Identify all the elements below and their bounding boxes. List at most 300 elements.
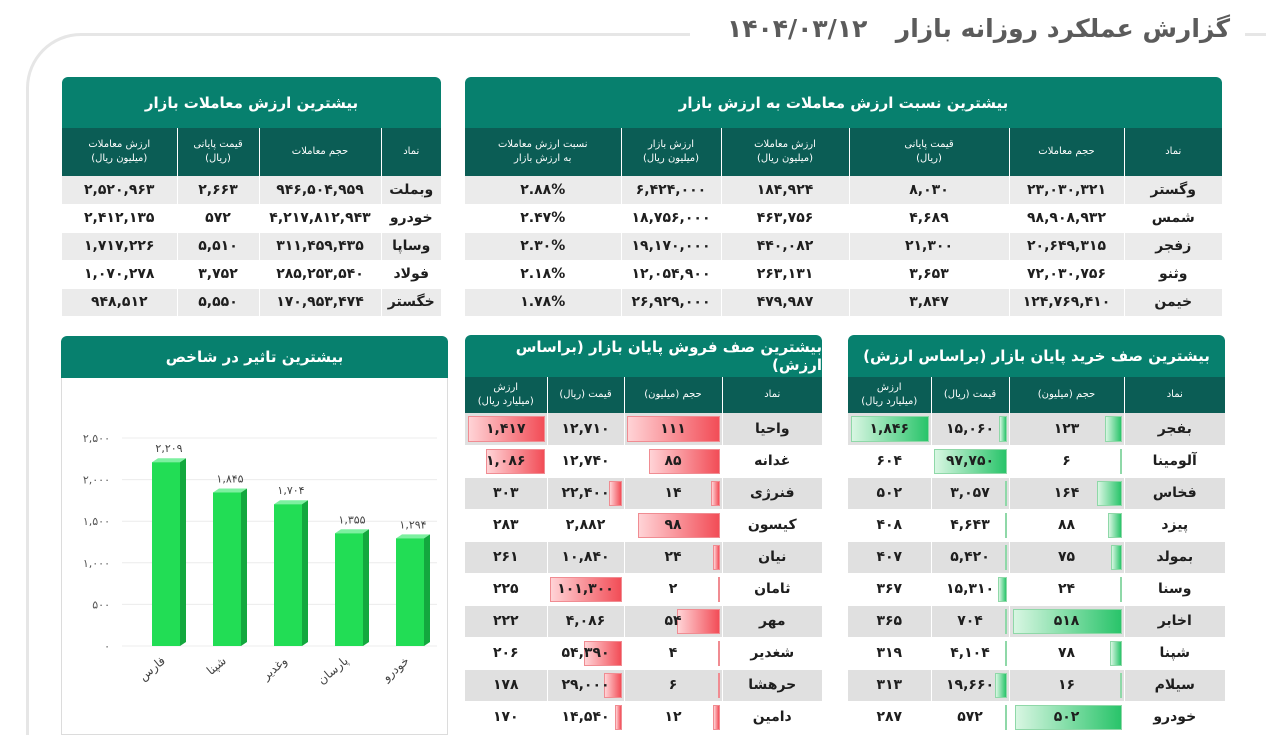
value-cell: ۲۸۵,۲۵۳,۵۴۰ [259,260,381,288]
symbol-cell [1124,669,1225,701]
cell-content [465,702,547,733]
val-cell [465,573,547,605]
cell-text: دامین [752,709,792,725]
vol-cell [624,701,722,733]
bar-top [213,488,247,492]
val-cell [848,445,931,477]
value-cell: ۴۶۳,۷۵۶ [721,204,849,232]
column-header: ارزش بازار (میلیون ریال) [621,128,721,176]
cell-text: ۷۵ [1057,549,1076,565]
column-header: حجم معاملات [259,128,381,176]
table-header-row [465,377,822,413]
column-header: قیمت (ریال) [931,377,1009,413]
cell-content [1010,478,1124,509]
val-cell [465,605,547,637]
val-cell [465,541,547,573]
cell-content [723,702,823,733]
cell-content [723,413,823,445]
symbol-cell: وگستر [1124,176,1222,204]
value-bar [1005,705,1007,730]
symbol-cell: وثنو [1124,260,1222,288]
table-row [465,176,1222,204]
cell-text: کیسون [747,517,797,533]
value-bar [677,609,720,634]
y-tick-label: ۰ [104,640,110,653]
cell-content [548,510,624,541]
cell-content [1010,510,1124,541]
symbol-cell [1124,605,1225,637]
cell-content [548,670,624,701]
symbol-cell [722,445,822,477]
cell-content [548,606,624,637]
price-cell [547,541,624,573]
value-bar [718,673,720,698]
table-row [465,260,1222,288]
table-header-row [465,128,1222,176]
cell-content [548,574,624,605]
cell-text: ۳۰۳ [492,485,519,501]
symbol-cell [1124,445,1225,477]
x-tick-label: خودرو [379,653,412,684]
cell-text: غدانه [754,453,791,469]
cell-text: وسنا [1158,581,1192,597]
cell-text: ۹۷,۷۵۰ [945,453,995,469]
cell-text: ۵۷۲ [957,709,983,725]
table-row [465,573,822,605]
val-cell [465,445,547,477]
price-cell [547,605,624,637]
vol-cell [624,477,722,509]
cell-text: ۱۲,۷۴۰ [561,453,610,469]
panel-title: بیشترین نسبت ارزش معاملات به ارزش بازار [465,77,1222,128]
table-row [465,509,822,541]
vol-cell [624,573,722,605]
x-tick-label: فارس [136,653,168,684]
table-row [848,445,1225,477]
price-cell [547,413,624,445]
value-cell: ۲.۳۰% [465,232,621,260]
val-cell [465,701,547,733]
cell-text: ۱,۸۴۶ [869,420,909,437]
value-cell: ۹۸,۹۰۸,۹۳۲ [1009,204,1124,232]
value-bar [1097,481,1122,506]
vol-cell [1009,701,1124,733]
vol-cell [1009,477,1124,509]
cell-content [848,702,931,733]
cell-content [848,446,931,477]
value-cell: ۱,۰۷۰,۲۷۸ [62,260,177,288]
cell-content [465,638,547,669]
cell-text: فخاس [1152,485,1197,501]
bar-top [152,458,186,462]
bar [335,533,363,646]
sell-queue-table [465,377,822,734]
column-header: نماد [1124,377,1225,413]
report-title: گزارش عملکرد روزانه بازار [895,14,1230,43]
cell-text: ثامان [754,581,791,597]
x-tick-label: شپنا [203,653,229,678]
value-cell: ۳,۸۴۷ [849,288,1009,316]
sell-queue-panel [465,335,822,734]
value-cell: ۲,۵۲۰,۹۶۳ [62,176,177,204]
symbol-cell [722,605,822,637]
cell-content [625,510,722,541]
cell-content [465,542,547,573]
cell-text: ۶ [1062,453,1071,469]
cell-content [548,446,624,477]
cell-content [625,638,722,669]
symbol-cell [1124,477,1225,509]
column-header: حجم (میلیون) [1009,377,1124,413]
data-label: ۲,۲۰۹ [155,442,183,456]
val-cell [465,477,547,509]
price-cell [931,541,1009,573]
vol-cell [624,541,722,573]
cell-content [1010,413,1124,445]
symbol-cell: خگستر [381,288,441,316]
cell-content [932,542,1009,573]
top-ratio-panel [465,77,1222,317]
val-cell [848,413,931,445]
table-row [62,288,441,316]
value-bar [615,705,622,730]
bar [396,538,424,646]
table-header-row [62,128,441,176]
cell-content [548,542,624,573]
value-cell: ۲۶,۹۲۹,۰۰۰ [621,288,721,316]
cell-content [625,413,722,445]
table-row [62,260,441,288]
val-cell [848,509,931,541]
value-cell: ۵۷۲ [177,204,259,232]
cell-text: شپنا [1159,645,1190,661]
cell-text: ۳۶۷ [876,581,903,597]
vol-cell [1009,445,1124,477]
cell-text: ۵۱۸ [1053,613,1080,629]
cell-content [465,478,547,509]
symbol-cell [722,477,822,509]
val-cell [848,573,931,605]
price-cell [547,637,624,669]
value-bar [1111,545,1122,570]
value-cell: ۲,۶۶۳ [177,176,259,204]
cell-text: بفجر [1157,420,1192,437]
cell-content [932,606,1009,637]
data-label: ۱,۳۵۵ [338,513,366,527]
cell-content [723,670,823,701]
cell-text: سیلام [1154,677,1195,693]
panel-title: بیشترین ارزش معاملات بازار [62,77,441,128]
value-bar [718,641,720,666]
cell-content [848,606,931,637]
cell-text: ۱۶۴ [1053,485,1080,501]
cell-text: فنرژی [750,485,795,501]
cell-content [1125,446,1226,477]
table-row [465,232,1222,260]
cell-content [548,478,624,509]
buy-queue-panel [848,335,1225,734]
cell-content [1010,606,1124,637]
symbol-cell: شمس [1124,204,1222,232]
val-cell [465,637,547,669]
cell-content [1010,638,1124,669]
price-cell [931,669,1009,701]
vol-cell [624,509,722,541]
value-cell: ۱,۷۱۷,۲۲۶ [62,232,177,260]
cell-content [848,413,931,445]
cell-content [1010,670,1124,701]
symbol-cell [1124,573,1225,605]
cell-content [723,606,823,637]
cell-text: ۲۲۲ [492,613,519,629]
cell-content [932,702,1009,733]
cell-content [625,478,722,509]
symbol-cell: خیمن [1124,288,1222,316]
cell-content [548,638,624,669]
value-cell: ۱۲۴,۷۶۹,۴۱۰ [1009,288,1124,316]
cell-text: ۵۰۲ [876,485,903,501]
bar-side [180,458,186,646]
val-cell [848,637,931,669]
cell-content [465,446,547,477]
value-cell: ۴,۶۸۹ [849,204,1009,232]
cell-content [1125,413,1226,445]
vol-cell [624,413,722,445]
value-bar [1005,609,1007,634]
value-cell: ۱۷۰,۹۵۳,۴۷۴ [259,288,381,316]
cell-text: شغدیر [750,645,795,661]
symbol-cell: فولاد [381,260,441,288]
vol-cell [1009,541,1124,573]
cell-content [548,702,624,733]
cell-text: اخابر [1157,613,1192,629]
cell-content [1125,574,1226,605]
value-bar [649,449,720,474]
cell-text: ۱۵,۰۶۰ [945,420,995,437]
column-header: نماد [381,128,441,176]
vol-cell [1009,605,1124,637]
price-cell [547,509,624,541]
cell-text: ۱۰,۸۴۰ [561,549,610,565]
cell-text: ۷۰۴ [957,613,983,629]
symbol-cell [722,701,822,733]
y-tick-label: ۲,۵۰۰ [82,432,110,445]
y-tick-label: ۵۰۰ [92,598,110,612]
data-label: ۱,۲۹۴ [399,518,427,532]
value-cell: ۲۳,۰۳۰,۳۲۱ [1009,176,1124,204]
column-header: حجم (میلیون) [624,377,722,413]
cell-content [1010,446,1124,477]
bar [213,492,241,646]
cell-text: ۱۱۱ [660,420,686,437]
symbol-cell: زفجر [1124,232,1222,260]
buy-queue-table [848,377,1225,734]
table-row [465,701,822,733]
table-row [848,637,1225,669]
value-cell: ۲۰,۶۴۹,۳۱۵ [1009,232,1124,260]
bar-side [241,488,247,646]
cell-text: ۱۵,۳۱۰ [945,581,995,597]
column-header: نسبت ارزش معاملات به ارزش بازار [465,128,621,176]
bar [274,504,302,646]
price-cell [931,477,1009,509]
cell-content [932,638,1009,669]
y-tick-label: ۱,۵۰۰ [82,515,110,529]
cell-content [465,606,547,637]
val-cell [465,669,547,701]
cell-text: ۴۰۸ [876,517,903,533]
cell-text: حرهشا [748,677,797,693]
value-cell: ۱۲,۰۵۴,۹۰۰ [621,260,721,288]
cell-text: ۵۰۲ [1053,709,1080,725]
cell-content [723,638,823,669]
impact-chart-box [61,378,448,735]
cell-text: آلومینا [1152,453,1197,469]
y-tick-label: ۲,۰۰۰ [82,473,110,487]
cell-text: ۹۸ [664,517,682,533]
cell-content [1010,574,1124,605]
price-cell [547,477,624,509]
y-tick-label: ۱,۰۰۰ [82,556,110,570]
cell-text: ۳۱۳ [876,677,903,693]
cell-text: ۵,۴۲۰ [950,549,990,565]
cell-text: ۱۲۳ [1053,420,1080,437]
panel-title: بیشترین تاثیر در شاخص [61,336,448,378]
cell-text: ۸۸ [1057,517,1076,533]
cell-text: ۲ [668,581,678,597]
bar-side [363,529,369,646]
price-cell [547,701,624,733]
cell-content [932,574,1009,605]
value-cell: ۲.۴۷% [465,204,621,232]
table-row [848,413,1225,445]
table-row [62,176,441,204]
cell-content [848,510,931,541]
cell-content [465,574,547,605]
column-header: ارزش معاملات (میلیون ریال) [62,128,177,176]
cell-content [723,478,823,509]
cell-text: ۴۰۷ [876,549,903,565]
value-cell: ۷۲,۰۳۰,۷۵۶ [1009,260,1124,288]
cell-content [625,606,722,637]
value-cell: ۴,۲۱۷,۸۱۲,۹۴۳ [259,204,381,232]
bar-side [424,534,430,646]
table-row [848,541,1225,573]
cell-text: ۲۴ [664,549,682,565]
price-cell [931,445,1009,477]
cell-text: ۶۰۴ [876,453,903,469]
cell-text: ۱۲ [664,709,682,725]
value-bar [1110,641,1122,666]
cell-text: ۱۲,۷۱۰ [561,420,610,437]
vol-cell [624,605,722,637]
table-header-row [848,377,1225,413]
value-bar [713,545,720,570]
value-cell: ۳,۶۵۳ [849,260,1009,288]
cell-content [932,510,1009,541]
value-cell: ۸,۰۳۰ [849,176,1009,204]
cell-content [548,413,624,445]
vol-cell [1009,413,1124,445]
value-bar [1120,449,1122,474]
table-row [465,605,822,637]
symbol-cell [722,541,822,573]
symbol-cell [722,573,822,605]
value-table [62,128,441,317]
table-row [465,445,822,477]
impact-panel [61,336,448,378]
value-bar [713,705,720,730]
table-row [465,541,822,573]
symbol-cell [1124,637,1225,669]
column-header: قیمت (ریال) [547,377,624,413]
value-cell: ۲.۱۸% [465,260,621,288]
symbol-cell [722,509,822,541]
price-cell [931,605,1009,637]
column-header: نماد [1124,128,1222,176]
column-header: قیمت پایانی (ریال) [177,128,259,176]
cell-text: ۱۶ [1057,677,1076,693]
value-bar [1105,416,1122,442]
cell-content [932,478,1009,509]
val-cell [848,605,931,637]
panel-title: بیشترین صف فروش پایان بازار (براساس ارزش) [465,335,822,377]
cell-content [625,542,722,573]
symbol-cell [1124,509,1225,541]
cell-text: ۴,۶۴۳ [950,517,990,533]
cell-text: واحیا [754,420,790,437]
price-cell [931,701,1009,733]
val-cell [848,477,931,509]
cell-text: ۱۰۱,۳۰۰ [557,581,614,597]
cell-text: ۸۵ [664,453,682,469]
symbol-cell [1124,413,1225,445]
value-bar [609,481,622,506]
val-cell [848,701,931,733]
price-cell [931,637,1009,669]
value-bar [1005,513,1007,538]
value-bar [711,481,720,506]
value-bar [718,577,720,602]
value-bar [1120,577,1122,602]
cell-content [723,574,823,605]
cell-content [625,702,722,733]
cell-content [848,542,931,573]
val-cell [848,541,931,573]
value-cell: ۱.۷۸% [465,288,621,316]
value-cell: ۱۸,۷۵۶,۰۰۰ [621,204,721,232]
cell-text: ۴,۱۰۴ [950,645,990,661]
vol-cell [1009,509,1124,541]
cell-text: ۱۷۸ [492,677,519,693]
report-date: ۱۴۰۴/۰۳/۱۲ [727,14,868,43]
table-row [465,637,822,669]
cell-text: ۱,۰۸۶ [486,453,526,469]
column-header: ارزش (میلیارد ریال) [848,377,931,413]
cell-text: ۲۹,۰۰۰ [561,677,610,693]
value-cell: ۳۱۱,۴۵۹,۴۳۵ [259,232,381,260]
table-row [465,477,822,509]
cell-content [465,510,547,541]
cell-content [723,510,823,541]
cell-content [932,413,1009,445]
symbol-cell: خودرو [381,204,441,232]
cell-content [1125,478,1226,509]
ratio-table [465,128,1222,317]
x-tick-label: پارسان [314,653,351,688]
price-cell [547,573,624,605]
table-row [848,701,1225,733]
